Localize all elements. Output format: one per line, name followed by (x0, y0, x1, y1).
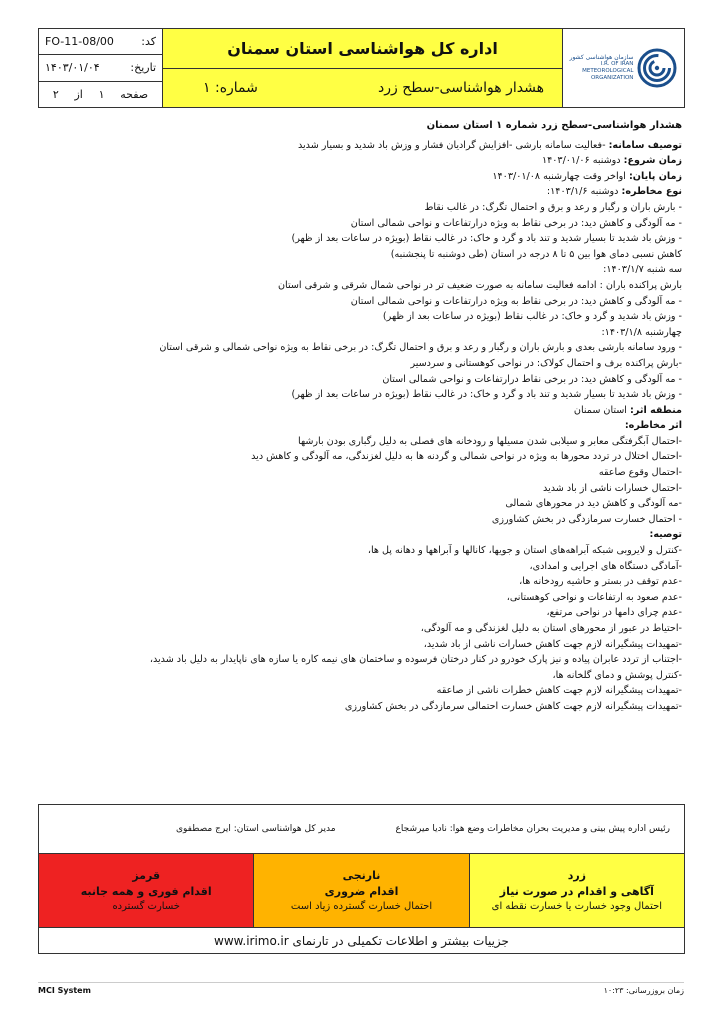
date-value: ۱۴۰۳/۰۱/۰۴ (45, 61, 100, 75)
end-time (135, 169, 682, 185)
advice-item: -کنترل پوشش و دمای گلخانه ها، (552, 669, 682, 681)
code-label: کد: (141, 35, 156, 49)
legend-red-desc: خسارت گسترده (112, 901, 180, 912)
start-label: زمان شروع: (623, 155, 682, 167)
effect-item: -احتمال آبگرفتگی معابر و سیلابی شدن مسیلها و رودخانه های فصلی به دلیل رگباری بودن بارشها (298, 435, 682, 447)
header-center (163, 29, 562, 107)
more-info-text: جزییات بیشتر و اطلاعات تکمیلی در تارنمای www.irimo.ir (214, 933, 509, 948)
date-label: تاریخ: (130, 61, 156, 75)
forecast-head-name: نادیا میرشجاع (395, 824, 450, 834)
day1-line: - مه آلودگی و کاهش دید: در برخی نقاط به ویژه درارتفاعات و نواحی شمالی استان (350, 217, 682, 229)
page-title: اداره کل هواشناسی استان سمنان (163, 29, 562, 69)
day2-heading: سه شنبه ۱۴۰۳/۱/۷: (603, 264, 682, 276)
system-description (135, 138, 682, 154)
logo-text-en-1: I.R. OF IRAN (600, 61, 634, 67)
director-name: ایرج مصطفوی (175, 824, 234, 834)
advice-heading (135, 527, 682, 543)
day1-line: کاهش نسبی دمای هوا بین ۵ تا ۸ درجه در استان (طی دوشنبه تا پنجشنبه) (390, 248, 682, 260)
update-value: ۱۰:۲۳ (603, 986, 624, 995)
effect-item: -مه آلودگی و کاهش دید در محورهای شمالی (505, 498, 682, 510)
effect-item: - احتمال خسارت سرمازدگی در بخش کشاورزی (491, 513, 682, 525)
desc-value: -فعالیت سامانه بارشی -افزایش گرادیان فشار و وزش باد شدید و بسیار شدید (297, 139, 609, 151)
day3-line: - وزش باد شدید تا بسیار شدید و تند باد و گرد و خاک: در غالب نقاط (بویژه در ساعات بعد از ظهر) (291, 389, 682, 401)
effect-item: -احتمال اختلال در تردد محورها به ویژه در نواحی شمالی و گردنه ها به دلیل لغزندگی، مه آلودگی و کاهش دید (251, 451, 682, 463)
more-info-box (38, 928, 685, 954)
page-footer (38, 982, 684, 995)
system-name: MCI System (38, 986, 91, 995)
legend-red (39, 854, 253, 927)
logo-text-en-3: ORGANIZATION (590, 75, 634, 81)
day2-line: - وزش باد شدید و گرد و خاک: در غالب نقاط (بویژه در ساعات بعد از ظهر) (382, 311, 682, 323)
day2-line: بارش پراکنده باران : ادامه فعالیت سامانه به صورت ضعیف تر در نواحی شمال شرقی و شرقی استان (278, 279, 682, 291)
advice-item: -احتیاط در عبور از محورهای استان به دلیل لغزندگی و مه آلودگی، (420, 623, 682, 634)
hazard-value: دوشنبه ۱۴۰۳/۱/۶: (546, 186, 622, 198)
legend-yellow-action: آگاهی و اقدام در صورت نیاز (499, 885, 654, 898)
start-value: دوشنبه ۱۴۰۳/۰۱/۰۶ (541, 155, 624, 167)
update-label: زمان بروزرسانی: (626, 986, 684, 995)
legend-orange-action: اقدام ضروری (324, 885, 399, 898)
document-header (38, 28, 685, 108)
day2-line: - مه آلودگی و کاهش دید: در برخی نقاط به ویژه درارتفاعات و نواحی شمالی استان (350, 295, 682, 307)
area-value: استان سمنان (573, 404, 631, 416)
warning-number: شماره: ۱ (203, 79, 258, 96)
day3-line: - مه آلودگی و کاهش دید: در برخی نقاط درارتفاعات و نواحی شمالی استان (382, 373, 682, 385)
day1-line: - بارش باران و رگبار و رعد و برق و احتمال تگرگ: در غالب نقاط (424, 201, 682, 213)
warning-level-legend (38, 854, 685, 928)
advice-item: -تمهیدات پیشگیرانه لازم جهت کاهش خطرات ناشی از صاعقه (436, 685, 682, 697)
legend-orange (253, 854, 468, 927)
legend-orange-desc: احتمال خسارت گسترده زیاد است (290, 901, 433, 912)
hazard-type (135, 184, 682, 200)
legend-yellow (469, 854, 684, 927)
advice-item: -عدم چرای دامها در نواحی مرتفع، (546, 607, 682, 619)
legend-red-title: قرمز (132, 869, 161, 882)
code-row (39, 29, 162, 55)
advice-item: -تمهیدات پیشگیرانه لازم جهت کاهش خسارات ناشی از باد شدید، (423, 638, 682, 650)
advice-label: توصیه: (649, 529, 682, 541)
area-label: منطقه اثر: (630, 404, 682, 416)
advice-item: -کنترل و لایروبی شبکه آبراهه‌های استان و جویها، کانالها و آبراهها و دهانه پل ها، (367, 545, 682, 557)
day3-line: -بارش پراکنده برف و احتمال کولاک: در نواحی کوهستانی و سردسیر (410, 357, 682, 369)
director-signature (176, 824, 336, 834)
advice-item: -آمادگی دستگاه های اجرایی و امدادی، (529, 560, 682, 572)
forecast-head-label: رئیس اداره پیش بینی و مدیریت بحران مخاطرات وضع هوا: (449, 824, 670, 834)
date-row (39, 55, 162, 81)
header-meta (39, 29, 163, 107)
logo-text (570, 54, 634, 82)
legend-yellow-desc: احتمال وجود خسارت یا خسارت نقطه ای (491, 901, 663, 912)
director-label: مدیر کل هواشناسی استان: (233, 824, 336, 834)
page-row (39, 82, 162, 107)
effects-label: اثر مخاطره: (624, 420, 682, 432)
advice-item: -عدم توقف در بستر و حاشیه رودخانه ها، (519, 576, 682, 588)
forecast-head-signature (396, 824, 670, 834)
start-time (135, 153, 682, 169)
meteorology-spiral-icon (637, 48, 677, 88)
legend-orange-title: نارنجی (342, 869, 381, 882)
advice-item: -عدم صعود به ارتفاعات و نواحی کوهستانی، (506, 591, 682, 603)
page-total: ۲ (52, 87, 59, 101)
impact-area (135, 403, 682, 419)
page-label: صفحه (120, 87, 149, 101)
document-title: هشدار هواشناسی-سطح زرد شماره ۱ استان سمنان (426, 120, 682, 131)
page-of: از (74, 87, 83, 101)
organization-logo (562, 29, 684, 107)
hazard-label: نوع مخاطره: (621, 186, 682, 198)
advice-item: -اجتناب از تردد عابران پیاده و نیز پارک خودرو در کنار درختان فرسوده و ساختمان های نیمه کاره یا سازه های ناپایدار به دلیل باد شدید، (149, 654, 682, 666)
day1-line: - وزش باد شدید تا بسیار شدید و تند باد و گرد و خاک: در غالب نقاط (بویژه در ساعات بعد از ظهر) (291, 233, 682, 245)
day3-heading: چهارشنبه ۱۴۰۳/۱/۸: (601, 326, 682, 338)
end-label: زمان پایان: (628, 170, 682, 182)
signature-box (38, 804, 685, 854)
logo-text-en-2: METEOROLOGICAL (582, 68, 634, 74)
effects-heading (135, 418, 682, 434)
header-subtitle-row (163, 69, 562, 108)
legend-red-action: اقدام فوری و همه جانبه (80, 885, 212, 898)
advice-item: -تمهیدات پیشگیرانه لازم جهت کاهش خسارت احتمالی سرمازدگی در بخش کشاورزی (344, 700, 682, 712)
update-time (604, 986, 684, 995)
code-value: FO-11-08/00 (45, 35, 114, 49)
warning-content (135, 118, 682, 715)
desc-label: توصیف سامانه: (608, 139, 682, 151)
effect-item: -احتمال وقوع صاعقه (598, 467, 682, 479)
end-value: اواخر وقت چهارشنبه ۱۴۰۳/۰۱/۰۸ (492, 170, 629, 182)
warning-level-title: هشدار هواشناسی-سطح زرد (378, 79, 544, 96)
logo-text-fa: سازمان هواشناسی کشور (569, 54, 634, 61)
page-current: ۱ (98, 87, 105, 101)
legend-yellow-title: زرد (567, 869, 586, 882)
effect-item: -احتمال خسارات ناشی از باد شدید (543, 482, 682, 494)
day3-line: - ورود سامانه بارشی بعدی و بارش باران و رگبار و رعد و برق و احتمال تگرگ: در برخی نقاط به ویژه نواحی شمالی و شرقی استان (159, 342, 682, 354)
